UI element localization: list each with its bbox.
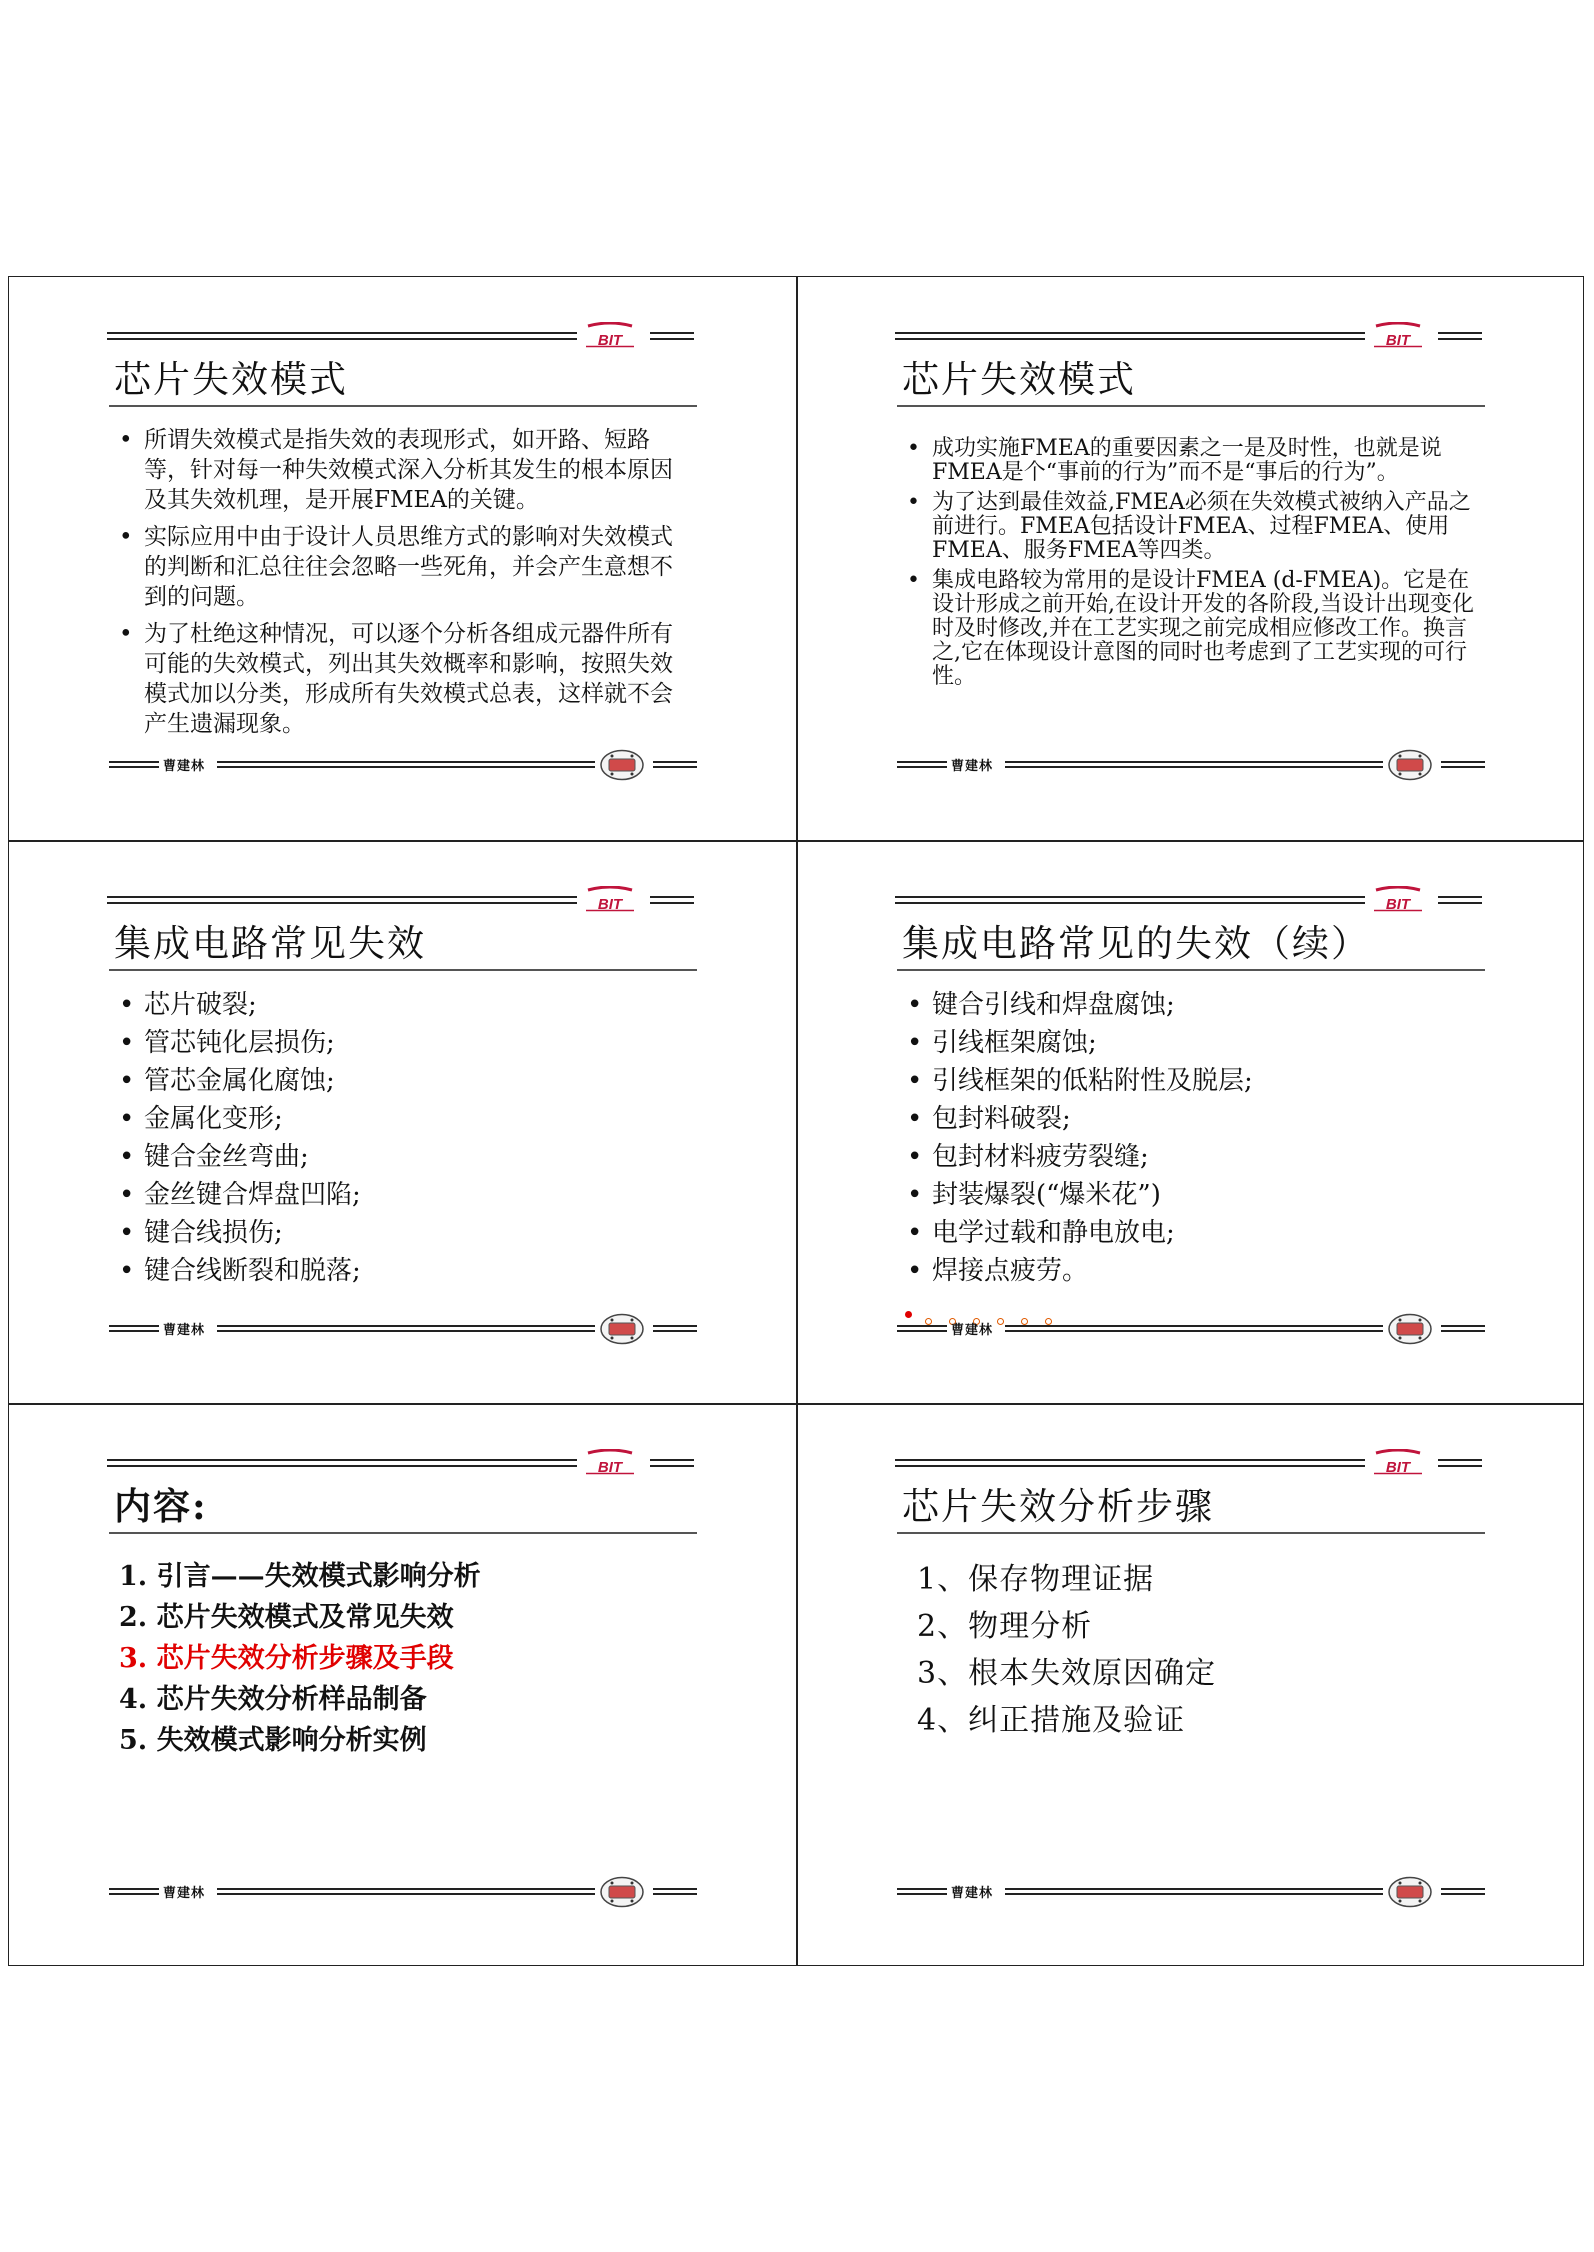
list-item: • 管芯钝化层损伤;: [119, 1024, 689, 1062]
list-item: • 键合引线和焊盘腐蚀;: [907, 986, 1477, 1024]
list-item: • 包封材料疲劳裂缝;: [907, 1138, 1477, 1176]
list-item: 4、纠正措施及验证: [917, 1703, 1186, 1738]
list-item: 2、物理分析: [917, 1609, 1093, 1644]
slide-footer: [897, 761, 1485, 785]
slide-title: 集成电路常见失效: [114, 922, 426, 965]
list-item: • 芯片破裂;: [119, 986, 689, 1024]
chip-badge-icon: [1387, 749, 1433, 781]
list-item: • 包封料破裂;: [907, 1100, 1477, 1138]
list-item: • 引线框架的低粘附性及脱层;: [907, 1062, 1477, 1100]
list-item: 1、保存物理证据: [917, 1562, 1155, 1597]
bit-logo-icon: [582, 886, 638, 912]
footer-author: 曹建林: [163, 759, 206, 774]
header-rule: [895, 896, 1365, 906]
slide-2: [797, 277, 1584, 840]
progress-dot: [925, 1318, 932, 1325]
header-rule: [107, 896, 577, 906]
header-rule: [107, 1459, 577, 1469]
header-rule-end: [1438, 896, 1482, 906]
header-rule-end: [650, 332, 694, 342]
slide-title: 集成电路常见的失效（续）: [902, 922, 1370, 965]
footer-rule-end: [1441, 1325, 1485, 1333]
bullet-list: [119, 986, 689, 1290]
header-rule-end: [1438, 332, 1482, 342]
footer-author: 曹建林: [163, 1886, 206, 1901]
slide-footer: [109, 1888, 697, 1912]
list-item: • 键合线断裂和脱落;: [119, 1252, 689, 1290]
chip-badge-icon: [1387, 1313, 1433, 1345]
footer-rule-end: [653, 1325, 697, 1333]
slide-3: [9, 841, 796, 1404]
slide-title: 内容:: [114, 1484, 208, 1528]
list-item: • 电学过载和静电放电;: [907, 1214, 1477, 1252]
list-item: • 焊接点疲劳。: [907, 1252, 1477, 1290]
chip-badge-icon: [599, 749, 645, 781]
progress-dot: [1045, 1318, 1052, 1325]
list-item: • 为了达到最佳效益,FMEA必须在失效模式被纳入产品之前进行。FMEA包括设计FMEA、过程FMEA、使用FMEA、服务FMEA等四类。: [907, 491, 1477, 563]
footer-rule-end: [653, 761, 697, 769]
footer-rule: [109, 1888, 159, 1896]
footer-rule: [109, 761, 159, 769]
slide-footer: [109, 761, 697, 785]
slide-footer: [897, 1325, 1485, 1349]
svg-text:BIT: BIT: [597, 1459, 623, 1475]
footer-rule: [897, 761, 947, 769]
footer-rule: [217, 1888, 595, 1896]
footer-rule: [1005, 761, 1383, 769]
footer-author: 曹建林: [951, 759, 994, 774]
title-underline: [109, 405, 697, 407]
footer-rule: [897, 1888, 947, 1896]
list-item: 5. 失效模式影响分析实例: [119, 1725, 427, 1756]
list-item: 2. 芯片失效模式及常见失效: [119, 1602, 454, 1633]
footer-author: 曹建林: [163, 1323, 206, 1338]
list-item: • 封装爆裂(“爆米花”): [907, 1176, 1477, 1214]
chip-badge-icon: [599, 1876, 645, 1908]
list-item: • 集成电路较为常用的是设计FMEA (d-FMEA)。它是在设计形成之前开始,在设计开发的各阶段,当设计出现变化时及时修改,并在工艺实现之前完成相应修改工作。换言之,它在体现设计意图的同时也考虑到了工艺实现的可行性。: [907, 569, 1477, 689]
header-rule-end: [650, 896, 694, 906]
bullet-list: [119, 425, 689, 746]
bit-logo-icon: [1370, 1449, 1426, 1475]
list-item: • 键合金丝弯曲;: [119, 1138, 689, 1176]
title-underline: [897, 1532, 1485, 1534]
footer-author: 曹建林: [951, 1323, 994, 1338]
progress-dot: [1021, 1318, 1028, 1325]
footer-rule: [217, 761, 595, 769]
slide-footer: [109, 1325, 697, 1349]
footer-rule: [1005, 1325, 1383, 1333]
svg-text:BIT: BIT: [1385, 332, 1411, 348]
footer-rule: [217, 1325, 595, 1333]
slide-title: 芯片失效分析步骤: [902, 1485, 1214, 1528]
footer-rule: [897, 1325, 947, 1333]
title-underline: [109, 969, 697, 971]
footer-rule: [109, 1325, 159, 1333]
bit-logo-icon: [1370, 322, 1426, 348]
list-item: 1. 引言——失效模式影响分析: [119, 1561, 481, 1592]
title-underline: [897, 405, 1485, 407]
header-rule-end: [650, 1459, 694, 1469]
header-rule: [107, 332, 577, 342]
slide-footer: [897, 1888, 1485, 1912]
svg-text:BIT: BIT: [1385, 1459, 1411, 1475]
slide-6: [797, 1404, 1584, 1967]
header-rule: [895, 1459, 1365, 1469]
progress-dot-active: [905, 1311, 912, 1318]
list-item: • 金属化变形;: [119, 1100, 689, 1138]
title-underline: [897, 969, 1485, 971]
list-item: • 实际应用中由于设计人员思维方式的影响对失效模式的判断和汇总往往会忽略一些死角，并会产生意想不到的问题。: [119, 522, 689, 612]
svg-text:BIT: BIT: [1385, 896, 1411, 912]
chip-badge-icon: [599, 1313, 645, 1345]
slide-1: [9, 277, 796, 840]
progress-dot: [997, 1318, 1004, 1325]
slide-title: 芯片失效模式: [114, 358, 348, 401]
footer-rule-end: [1441, 1888, 1485, 1896]
list-item: • 引线框架腐蚀;: [907, 1024, 1477, 1062]
list-item: • 金丝键合焊盘凹陷;: [119, 1176, 689, 1214]
chip-badge-icon: [1387, 1876, 1433, 1908]
list-item-current: 3. 芯片失效分析步骤及手段: [119, 1643, 454, 1674]
header-rule: [895, 332, 1365, 342]
header-rule-end: [1438, 1459, 1482, 1469]
slide-title: 芯片失效模式: [902, 358, 1136, 401]
list-item: • 键合线损伤;: [119, 1214, 689, 1252]
footer-rule-end: [653, 1888, 697, 1896]
list-item: 4. 芯片失效分析样品制备: [119, 1684, 427, 1715]
bullet-list: [907, 437, 1477, 695]
svg-text:BIT: BIT: [597, 896, 623, 912]
bit-logo-icon: [582, 322, 638, 348]
slide-4: [797, 841, 1584, 1404]
footer-author: 曹建林: [951, 1886, 994, 1901]
steps-list: [917, 1556, 1216, 1744]
list-item: • 成功实施FMEA的重要因素之一是及时性，也就是说FMEA是个“事前的行为”而不是“事后的行为”。: [907, 437, 1477, 485]
bit-logo-icon: [582, 1449, 638, 1475]
footer-rule: [1005, 1888, 1383, 1896]
title-underline: [109, 1532, 697, 1534]
list-item: • 为了杜绝这种情况，可以逐个分析各组成元器件所有可能的失效模式，列出其失效概率和影响，按照失效模式加以分类，形成所有失效模式总表，这样就不会产生遗漏现象。: [119, 619, 689, 739]
svg-text:BIT: BIT: [597, 332, 623, 348]
contents-list: [119, 1556, 481, 1761]
bit-logo-icon: [1370, 886, 1426, 912]
slide-5: [9, 1404, 796, 1967]
list-item: • 所谓失效模式是指失效的表现形式，如开路、短路等，针对每一种失效模式深入分析其发生的根本原因及其失效机理，是开展FMEA的关键。: [119, 425, 689, 515]
footer-rule-end: [1441, 761, 1485, 769]
list-item: • 管芯金属化腐蚀;: [119, 1062, 689, 1100]
slide-grid: [8, 276, 1584, 1966]
list-item: 3、根本失效原因确定: [917, 1656, 1217, 1691]
bullet-list: [907, 986, 1477, 1290]
